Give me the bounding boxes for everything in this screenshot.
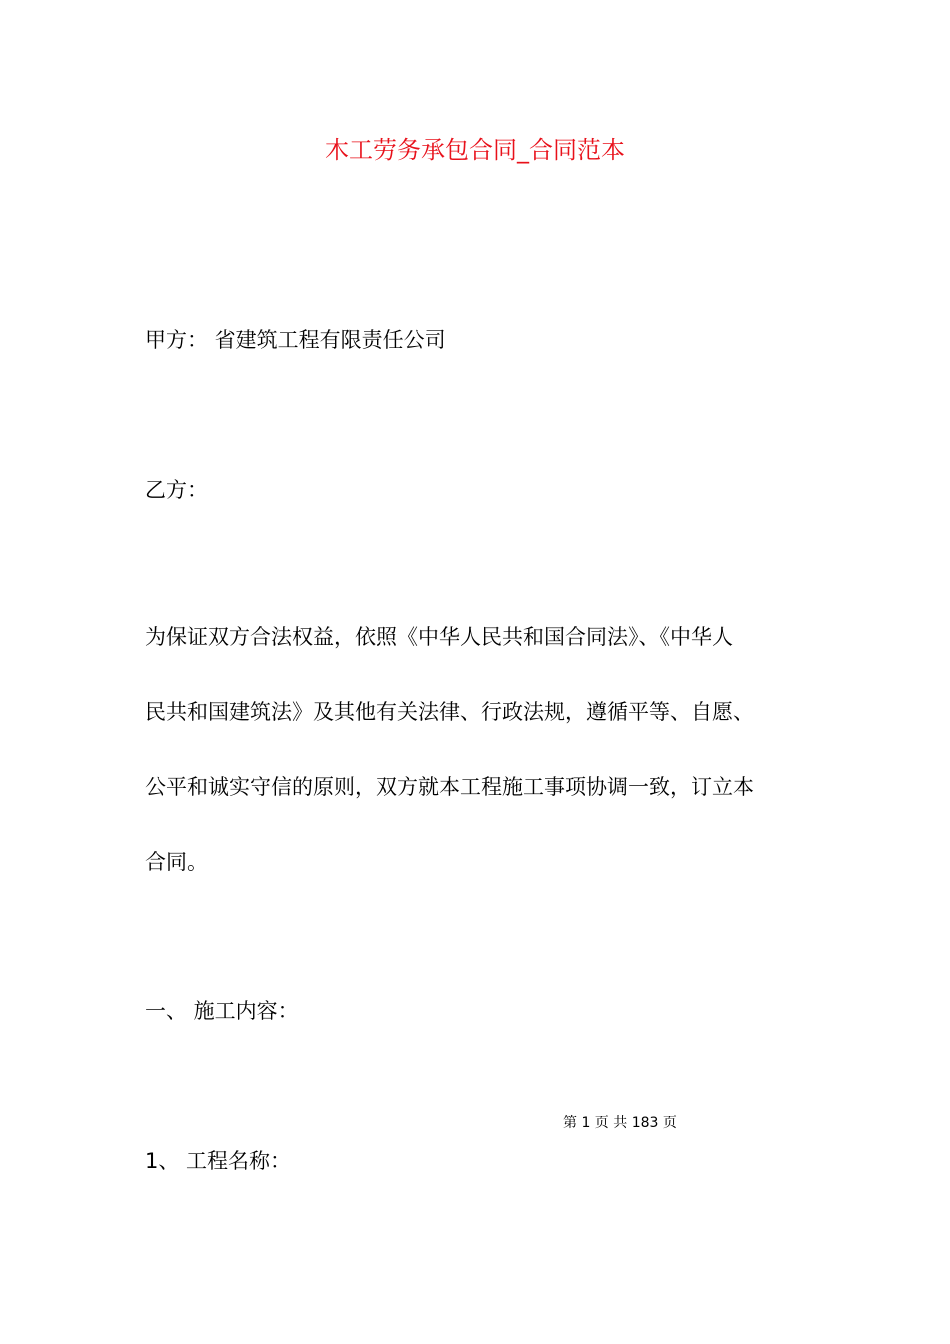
section-heading: 一、 施工内容： bbox=[145, 999, 299, 1023]
document-title: 木工劳务承包合同_合同范本 bbox=[325, 136, 625, 164]
party-b-line: 乙方： bbox=[145, 478, 208, 502]
preamble-line: 民共和国建筑法》及其他有关法律、行政法规，遵循平等、自愿、 bbox=[145, 700, 754, 724]
page-footer: 第 1 页 共 183 页 bbox=[563, 1115, 677, 1131]
preamble-line: 合同。 bbox=[145, 850, 208, 874]
item-heading: 1、 工程名称： bbox=[145, 1149, 292, 1173]
preamble-line: 为保证双方合法权益，依照《中华人民共和国合同法》、《中华人 bbox=[145, 625, 733, 649]
preamble-line: 公平和诚实守信的原则，双方就本工程施工事项协调一致，订立本 bbox=[145, 775, 754, 799]
party-a-line: 甲方： 省建筑工程有限责任公司 bbox=[145, 328, 446, 352]
